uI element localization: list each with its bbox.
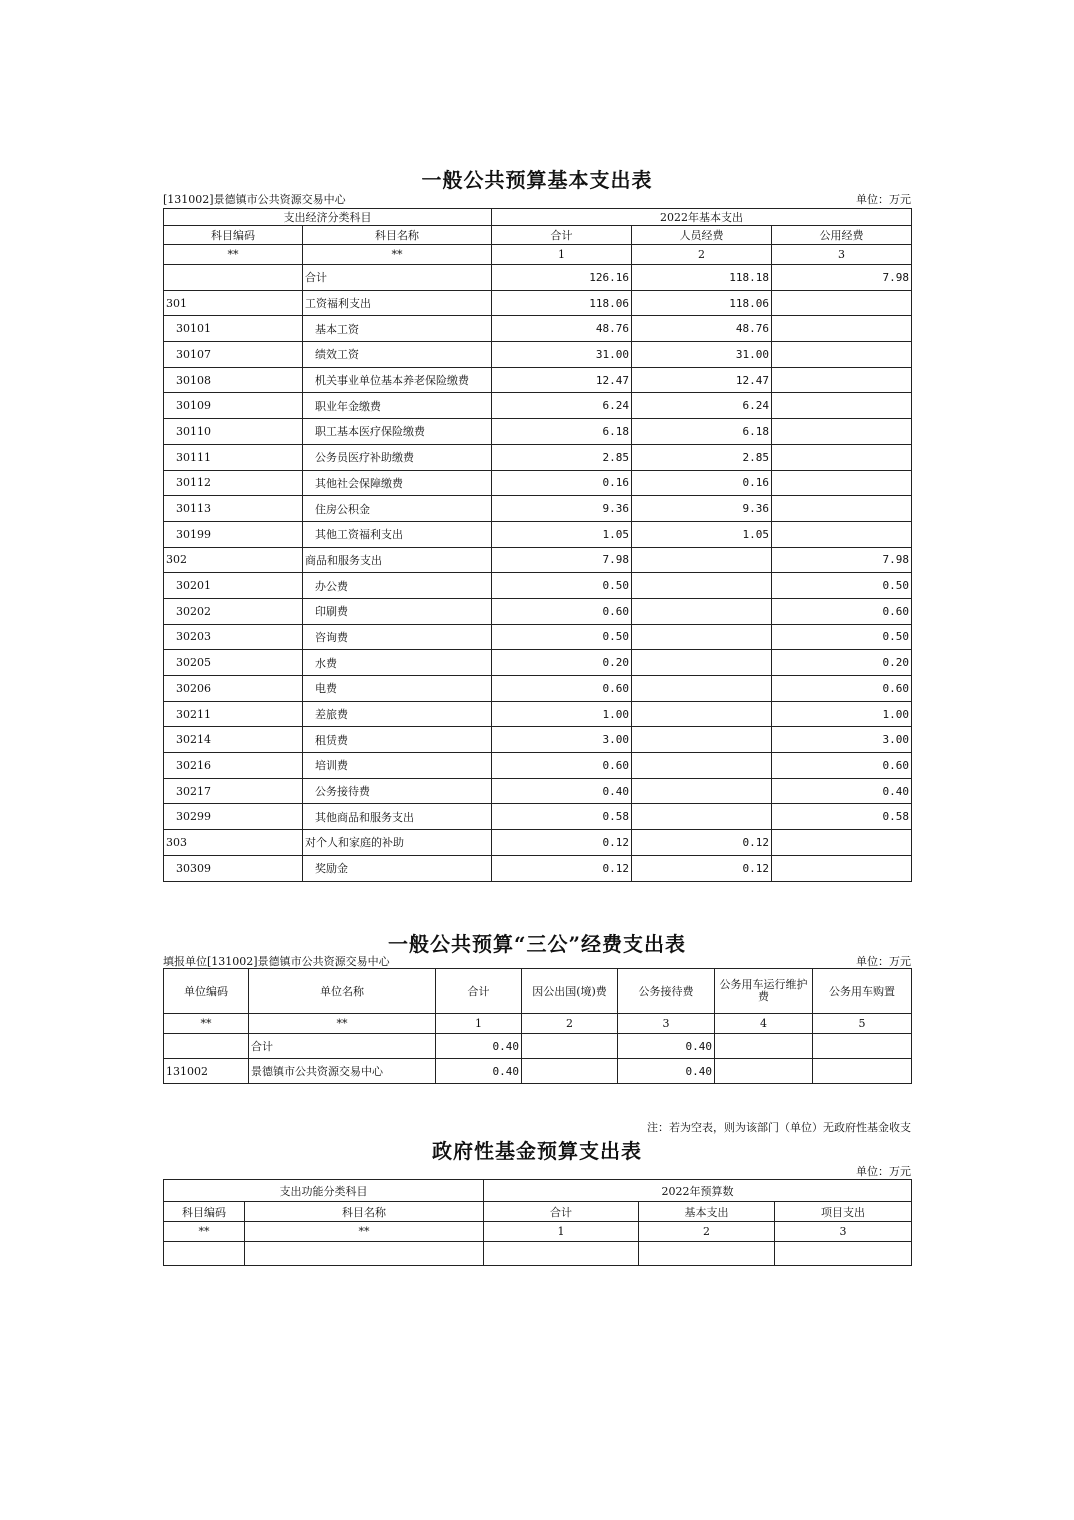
table2-title: 一般公共预算“三公”经费支出表: [387, 932, 686, 956]
table1-personnel: [632, 804, 772, 830]
table1-public: 0.50: [772, 624, 912, 650]
table1-name: 差旅费: [303, 701, 492, 727]
table1-name: 基本工资: [303, 316, 492, 342]
table-row: [164, 470, 912, 496]
table1-public: [772, 830, 912, 856]
table2-index-cell: 5: [813, 1014, 912, 1034]
table3-header-name: 科目名称: [245, 1202, 484, 1222]
table-row: [164, 650, 912, 676]
table-row: [164, 855, 912, 881]
table1-total: 0.16: [492, 470, 632, 496]
table-row: [164, 521, 912, 547]
table1-name: 机关事业单位基本养老保险缴费: [303, 367, 492, 393]
table1-name: 工资福利支出: [303, 290, 492, 316]
table1-code: 30201: [164, 573, 303, 599]
basic-expenditure-section: [163, 158, 911, 883]
table1-header-code: 科目编码: [164, 226, 303, 245]
table1-name: 其他社会保障缴费: [303, 470, 492, 496]
table3-empty-cell: [775, 1242, 912, 1266]
table1-total: 48.76: [492, 316, 632, 342]
table2-header-overseas: 因公出国(境)费: [522, 969, 618, 1014]
table2-reception: 0.40: [618, 1059, 715, 1084]
table2-vehicle-purchase: [813, 1034, 912, 1059]
table2-overseas: [522, 1059, 618, 1084]
table1-code: 30101: [164, 316, 303, 342]
table3-empty-note: 注：若为空表，则为该部门（单位）无政府性基金收支: [647, 1121, 911, 1134]
table1-public: [772, 419, 912, 445]
table3-empty-cell: [484, 1242, 639, 1266]
table2-header-total: 合计: [436, 969, 522, 1014]
table3-empty-cell: [245, 1242, 484, 1266]
table1-public: 3.00: [772, 727, 912, 753]
table-row: [164, 573, 912, 599]
table1-name: 水费: [303, 650, 492, 676]
table3-index-cell: 1: [484, 1222, 639, 1242]
table1-index-cell: 2: [632, 245, 772, 265]
table2-unit-code: 131002: [164, 1059, 249, 1084]
table1-personnel: 6.24: [632, 393, 772, 419]
table1-public: [772, 496, 912, 522]
table3-index-cell: **: [245, 1222, 484, 1242]
table1-total: 31.00: [492, 342, 632, 368]
table1-total: 7.98: [492, 547, 632, 573]
table1-index-cell: **: [164, 245, 303, 265]
table-row: [164, 830, 912, 856]
table1-total: 12.47: [492, 367, 632, 393]
table1-public: 7.98: [772, 265, 912, 291]
table1-total: 0.40: [492, 778, 632, 804]
table1-public: 0.50: [772, 573, 912, 599]
table1-personnel: [632, 650, 772, 676]
table-row: [164, 444, 912, 470]
table1-personnel: 12.47: [632, 367, 772, 393]
table1-code: 30108: [164, 367, 303, 393]
table1-total: 0.58: [492, 804, 632, 830]
table1-personnel: 2.85: [632, 444, 772, 470]
table1-code: 302: [164, 547, 303, 573]
table2-vehicle-operation: [715, 1034, 813, 1059]
table3-index-cell: 3: [775, 1222, 912, 1242]
table1-title: 一般公共预算基本支出表: [421, 168, 653, 192]
table2-overseas: [522, 1034, 618, 1059]
table1-code: 30110: [164, 419, 303, 445]
table1-group-header-left: 支出经济分类科目: [164, 209, 492, 226]
table1-code: 30211: [164, 701, 303, 727]
table1-code: 30203: [164, 624, 303, 650]
table1-code: 30217: [164, 778, 303, 804]
table1-personnel: [632, 753, 772, 779]
table1-public: 1.00: [772, 701, 912, 727]
table1-total: 9.36: [492, 496, 632, 522]
table1-name: 租赁费: [303, 727, 492, 753]
table1-name: 其他商品和服务支出: [303, 804, 492, 830]
table-row: [164, 727, 912, 753]
table1-code: 30205: [164, 650, 303, 676]
table1-public: [772, 855, 912, 881]
table1-total: 0.60: [492, 753, 632, 779]
table1-name: 对个人和家庭的补助: [303, 830, 492, 856]
table3-header-code: 科目编码: [164, 1202, 245, 1222]
table3-currency-unit: 单位：万元: [856, 1165, 911, 1178]
table2-index-cell: **: [249, 1014, 436, 1034]
table1-code: 30112: [164, 470, 303, 496]
table3-header-total: 合计: [484, 1202, 639, 1222]
table1-name: 电费: [303, 676, 492, 702]
table1-public: [772, 316, 912, 342]
table1-personnel: [632, 727, 772, 753]
table1-total: 6.18: [492, 419, 632, 445]
table1-code: 30206: [164, 676, 303, 702]
table3-header-basic: 基本支出: [639, 1202, 775, 1222]
table-row: [164, 1242, 912, 1266]
table1-code: 30109: [164, 393, 303, 419]
table1-personnel: 1.05: [632, 521, 772, 547]
table1-total: 0.50: [492, 573, 632, 599]
table2-header-unit-name: 单位名称: [249, 969, 436, 1014]
table2-header-vehicle-purchase: 公务用车购置: [813, 969, 912, 1014]
table1-public: [772, 367, 912, 393]
table1-code: 30299: [164, 804, 303, 830]
table1-total: 3.00: [492, 727, 632, 753]
table2-vehicle-purchase: [813, 1059, 912, 1084]
table1-total: 0.60: [492, 676, 632, 702]
table1-personnel: 0.12: [632, 855, 772, 881]
table2-unit-name: 合计: [249, 1034, 436, 1059]
table1-public: [772, 342, 912, 368]
table1-code: 303: [164, 830, 303, 856]
table1-personnel: 118.06: [632, 290, 772, 316]
table2-header-vehicle-operation: 公务用车运行维护费: [715, 969, 813, 1014]
table1-name: 奖励金: [303, 855, 492, 881]
table2-index-cell: 4: [715, 1014, 813, 1034]
gov-fund-table: [163, 1179, 912, 1266]
table2-unit-code: [164, 1034, 249, 1059]
table1-personnel: [632, 573, 772, 599]
table1-public: 0.60: [772, 676, 912, 702]
table1-public: [772, 290, 912, 316]
table1-index-cell: 3: [772, 245, 912, 265]
table-row: [164, 676, 912, 702]
table1-total: 1.00: [492, 701, 632, 727]
table1-code: 30107: [164, 342, 303, 368]
table-row: [164, 701, 912, 727]
table1-index-cell: 1: [492, 245, 632, 265]
table-row: [164, 1034, 912, 1059]
table1-name: 咨询费: [303, 624, 492, 650]
table-row: [164, 342, 912, 368]
table1-personnel: 6.18: [632, 419, 772, 445]
table-row: [164, 547, 912, 573]
table1-code: 30199: [164, 521, 303, 547]
table1-public: 7.98: [772, 547, 912, 573]
table1-personnel: 48.76: [632, 316, 772, 342]
table1-name: 绩效工资: [303, 342, 492, 368]
table1-public: 0.40: [772, 778, 912, 804]
table1-personnel: [632, 676, 772, 702]
table3-index-cell: 2: [639, 1222, 775, 1242]
table1-public: [772, 521, 912, 547]
table-row: [164, 778, 912, 804]
table1-group-header-right: 2022年基本支出: [492, 209, 912, 226]
table1-public: [772, 470, 912, 496]
table1-public: [772, 393, 912, 419]
table1-header-name: 科目名称: [303, 226, 492, 245]
table1-name: 印刷费: [303, 598, 492, 624]
table-row: [164, 598, 912, 624]
table1-total: 0.12: [492, 830, 632, 856]
table-row: [164, 367, 912, 393]
table1-total: 6.24: [492, 393, 632, 419]
table1-total: 0.12: [492, 855, 632, 881]
table3-empty-cell: [164, 1242, 245, 1266]
three-public-section: [163, 924, 911, 1089]
table1-public: [772, 444, 912, 470]
table3-index-cell: **: [164, 1222, 245, 1242]
table-row: [164, 393, 912, 419]
table2-unit-name: 景德镇市公共资源交易中心: [249, 1059, 436, 1084]
table1-public: 0.60: [772, 753, 912, 779]
table1-name: 职工基本医疗保险缴费: [303, 419, 492, 445]
table1-name: 培训费: [303, 753, 492, 779]
table-row: [164, 753, 912, 779]
three-public-table: [163, 968, 912, 1084]
table1-total: 0.50: [492, 624, 632, 650]
table1-personnel: [632, 547, 772, 573]
table2-index-cell: 1: [436, 1014, 522, 1034]
table1-name: 合计: [303, 265, 492, 291]
table1-code: [164, 265, 303, 291]
table1-personnel: 31.00: [632, 342, 772, 368]
table-row: [164, 1059, 912, 1084]
table1-header-public: 公用经费: [772, 226, 912, 245]
table1-unit-name: [131002]景德镇市公共资源交易中心: [163, 193, 346, 206]
table2-header-reception: 公务接待费: [618, 969, 715, 1014]
table1-personnel: 0.12: [632, 830, 772, 856]
table2-unit-name: 填报单位[131002]景德镇市公共资源交易中心: [163, 955, 390, 968]
table1-personnel: 9.36: [632, 496, 772, 522]
table1-total: 1.05: [492, 521, 632, 547]
table-row: [164, 316, 912, 342]
table1-personnel: 118.18: [632, 265, 772, 291]
table1-personnel: [632, 778, 772, 804]
table2-index-cell: 2: [522, 1014, 618, 1034]
table1-header-personnel: 人员经费: [632, 226, 772, 245]
table-row: [164, 265, 912, 291]
table1-total: 0.20: [492, 650, 632, 676]
table1-personnel: [632, 598, 772, 624]
table1-index-cell: **: [303, 245, 492, 265]
table-row: [164, 419, 912, 445]
table1-public: 0.58: [772, 804, 912, 830]
table1-code: 30214: [164, 727, 303, 753]
table2-vehicle-operation: [715, 1059, 813, 1084]
table1-total: 2.85: [492, 444, 632, 470]
table2-header-unit-code: 单位编码: [164, 969, 249, 1014]
table2-total: 0.40: [436, 1059, 522, 1084]
table-row: [164, 804, 912, 830]
table1-code: 30202: [164, 598, 303, 624]
table1-code: 301: [164, 290, 303, 316]
table2-currency-unit: 单位：万元: [856, 955, 911, 968]
basic-expenditure-table: [163, 208, 912, 882]
table1-code: 30113: [164, 496, 303, 522]
table1-name: 商品和服务支出: [303, 547, 492, 573]
table1-personnel: [632, 701, 772, 727]
gov-fund-section: [163, 1118, 911, 1270]
table3-header-project: 项目支出: [775, 1202, 912, 1222]
table1-code: 30216: [164, 753, 303, 779]
table1-header-total: 合计: [492, 226, 632, 245]
table2-index-cell: **: [164, 1014, 249, 1034]
table1-public: 0.20: [772, 650, 912, 676]
table3-group-header-left: 支出功能分类科目: [164, 1180, 484, 1202]
table1-name: 公务员医疗补助缴费: [303, 444, 492, 470]
table1-public: 0.60: [772, 598, 912, 624]
table3-title: 政府性基金预算支出表: [432, 1139, 642, 1163]
table-row: [164, 624, 912, 650]
table3-group-header-right: 2022年预算数: [484, 1180, 912, 1202]
table1-total: 126.16: [492, 265, 632, 291]
table1-name: 职业年金缴费: [303, 393, 492, 419]
table1-name: 住房公积金: [303, 496, 492, 522]
table2-total: 0.40: [436, 1034, 522, 1059]
table2-index-cell: 3: [618, 1014, 715, 1034]
table-row: [164, 496, 912, 522]
table3-empty-cell: [639, 1242, 775, 1266]
table2-reception: 0.40: [618, 1034, 715, 1059]
table1-currency-unit: 单位：万元: [856, 193, 911, 206]
table1-code: 30309: [164, 855, 303, 881]
table1-code: 30111: [164, 444, 303, 470]
table1-name: 其他工资福利支出: [303, 521, 492, 547]
table1-personnel: [632, 624, 772, 650]
table1-total: 0.60: [492, 598, 632, 624]
table1-name: 公务接待费: [303, 778, 492, 804]
table-row: [164, 290, 912, 316]
table1-total: 118.06: [492, 290, 632, 316]
table1-personnel: 0.16: [632, 470, 772, 496]
table1-name: 办公费: [303, 573, 492, 599]
